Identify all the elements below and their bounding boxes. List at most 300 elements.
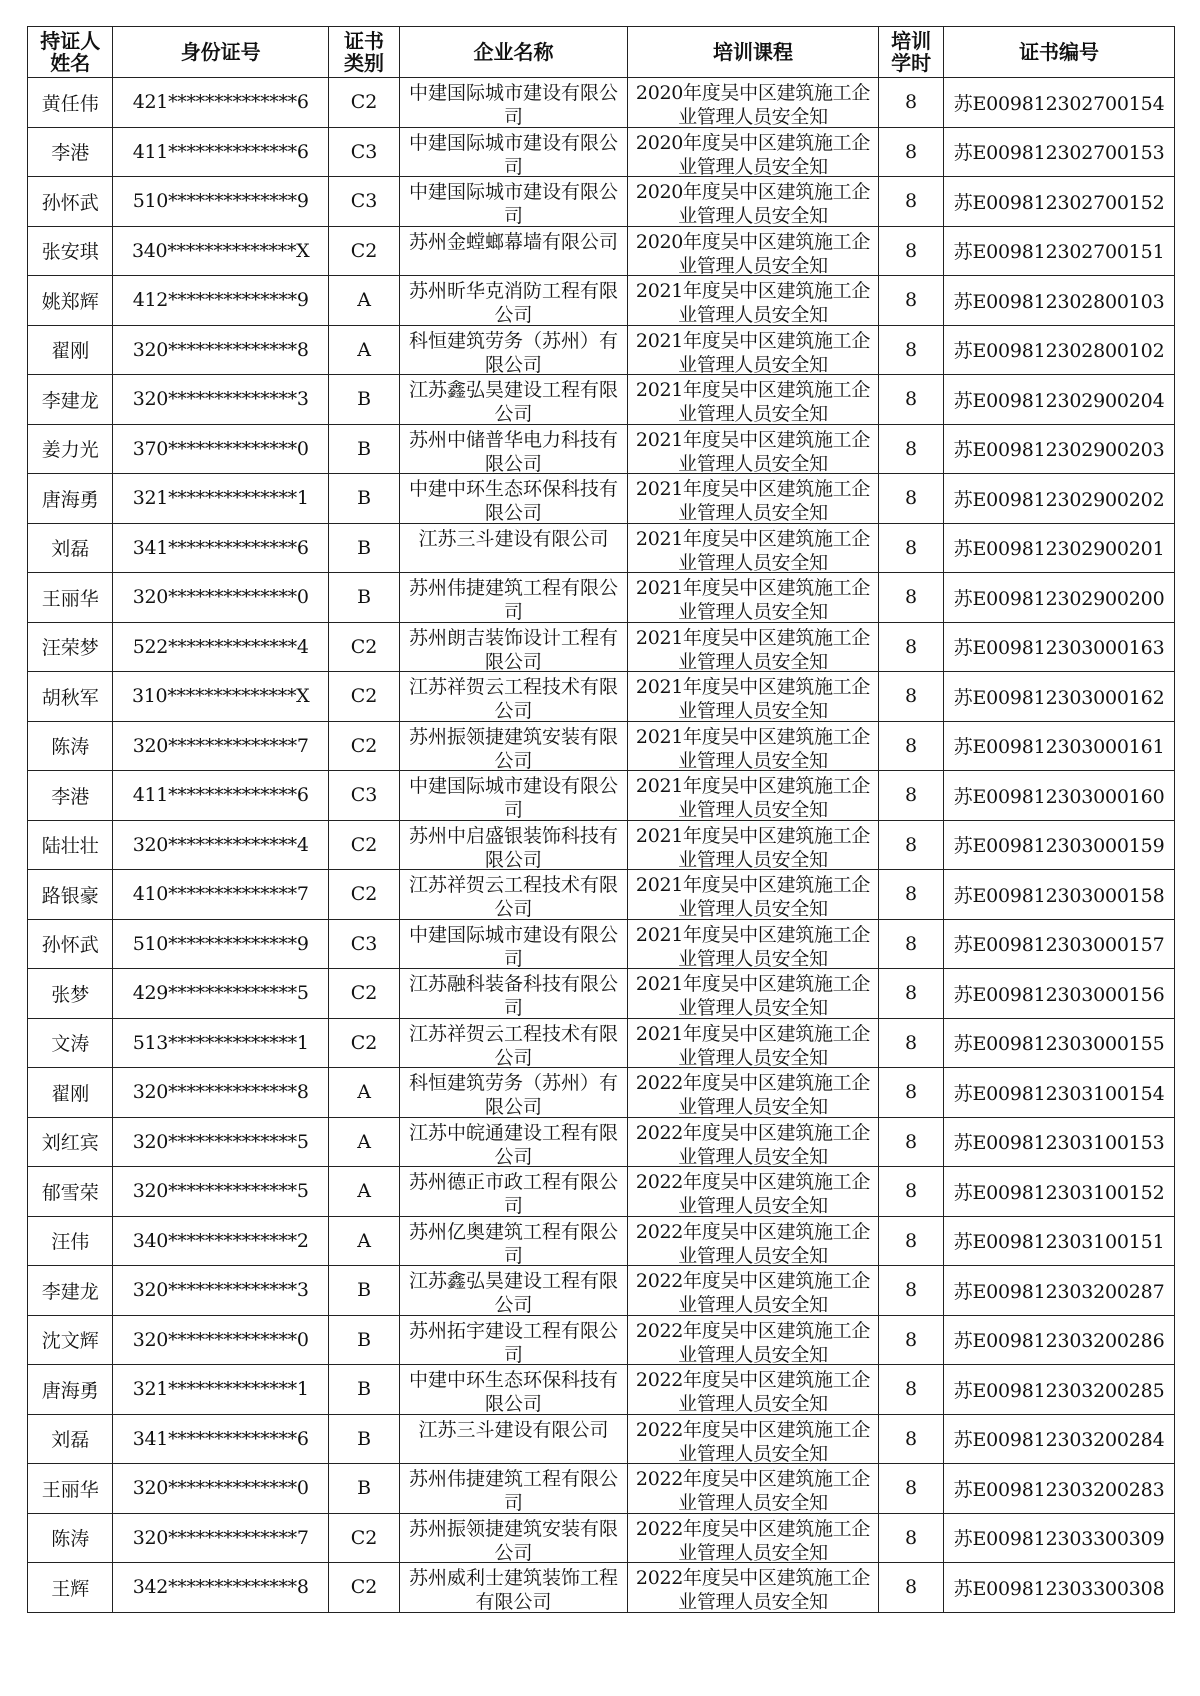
id-number-cell: 320**************3 <box>113 1266 329 1316</box>
holder-name-cell: 姜力光 <box>28 424 113 474</box>
cert-number-cell: 苏E009812302700154 <box>944 78 1175 128</box>
company-name-text: 苏州拓宇建设工程有限公司 <box>409 1319 619 1365</box>
training-hours-cell: 8 <box>879 820 944 870</box>
training-course-cell <box>627 969 878 1019</box>
company-name-text: 江苏祥贺云工程技术有限公司 <box>409 676 619 721</box>
cert-number-cell: 苏E009812302900203 <box>944 424 1175 474</box>
training-hours-cell: 8 <box>879 325 944 375</box>
cert-category-cell: B <box>328 1266 399 1316</box>
cert-category-cell: C2 <box>328 721 399 771</box>
cert-category-cell: B <box>328 573 399 623</box>
training-course-cell <box>627 1167 878 1217</box>
cert-number-cell: 苏E009812303000159 <box>944 820 1175 870</box>
holder-name-cell: 汪伟 <box>28 1216 113 1266</box>
training-course-cell <box>627 1117 878 1167</box>
training-course-text: 2022年度吴中区建筑施工企业管理人员安全知 <box>635 1517 871 1563</box>
header-holder-name: 持证人 姓名 <box>28 27 113 78</box>
training-course-cell <box>627 226 878 276</box>
training-hours-cell: 8 <box>879 1563 944 1613</box>
company-name-text: 中建国际城市建设有限公司 <box>409 82 619 127</box>
company-name-cell <box>400 1563 628 1613</box>
cert-category-cell: B <box>328 424 399 474</box>
table-row <box>28 1563 1175 1613</box>
table-row <box>28 276 1175 326</box>
holder-name-cell: 孙怀武 <box>28 177 113 227</box>
id-number-cell: 522**************4 <box>113 622 329 672</box>
table-row <box>28 1216 1175 1266</box>
table-row <box>28 226 1175 276</box>
training-course-cell <box>627 1464 878 1514</box>
cert-number-cell: 苏E009812302700153 <box>944 127 1175 177</box>
cert-number-cell: 苏E009812302700152 <box>944 177 1175 227</box>
cert-category-cell: A <box>328 1117 399 1167</box>
training-hours-cell: 8 <box>879 1216 944 1266</box>
id-number-cell: 513**************1 <box>113 1018 329 1068</box>
training-course-cell <box>627 771 878 821</box>
cert-number-cell: 苏E009812302800103 <box>944 276 1175 326</box>
company-name-cell <box>400 820 628 870</box>
id-number-cell: 411**************6 <box>113 771 329 821</box>
training-course-text: 2021年度吴中区建筑施工企业管理人员安全知 <box>635 973 871 1018</box>
company-name-cell <box>400 672 628 722</box>
holder-name-cell: 刘磊 <box>28 1414 113 1464</box>
cert-number-cell: 苏E009812303200286 <box>944 1315 1175 1365</box>
training-hours-cell: 8 <box>879 1464 944 1514</box>
training-hours-cell: 8 <box>879 771 944 821</box>
training-course-text: 2021年度吴中区建筑施工企业管理人员安全知 <box>635 329 871 375</box>
training-course-cell <box>627 622 878 672</box>
table-row <box>28 1513 1175 1563</box>
cert-number-cell: 苏E009812303100152 <box>944 1167 1175 1217</box>
company-name-cell <box>400 1117 628 1167</box>
holder-name-cell: 刘磊 <box>28 523 113 573</box>
cert-category-cell: C2 <box>328 820 399 870</box>
company-name-text: 中建国际城市建设有限公司 <box>409 181 619 226</box>
company-name-cell <box>400 969 628 1019</box>
id-number-cell: 340**************X <box>113 226 329 276</box>
company-name-cell <box>400 1216 628 1266</box>
training-course-cell <box>627 672 878 722</box>
holder-name-cell: 李建龙 <box>28 1266 113 1316</box>
training-course-text: 2022年度吴中区建筑施工企业管理人员安全知 <box>635 1319 871 1365</box>
id-number-cell: 341**************6 <box>113 1414 329 1464</box>
table-row <box>28 870 1175 920</box>
company-name-text: 中建中环生态环保科技有限公司 <box>409 478 619 523</box>
company-name-text: 江苏祥贺云工程技术有限公司 <box>409 1022 619 1068</box>
company-name-cell <box>400 424 628 474</box>
company-name-text: 苏州中储普华电力科技有限公司 <box>409 428 619 474</box>
cert-category-cell: A <box>328 1167 399 1217</box>
training-course-cell <box>627 820 878 870</box>
training-course-text: 2022年度吴中区建筑施工企业管理人员安全知 <box>635 1369 871 1414</box>
table-row <box>28 1414 1175 1464</box>
id-number-cell: 320**************4 <box>113 820 329 870</box>
id-number-cell: 320**************7 <box>113 721 329 771</box>
table-row <box>28 78 1175 128</box>
training-course-text: 2021年度吴中区建筑施工企业管理人员安全知 <box>635 280 871 325</box>
training-course-cell <box>627 1018 878 1068</box>
cert-number-cell: 苏E009812303200287 <box>944 1266 1175 1316</box>
training-course-cell <box>627 870 878 920</box>
training-course-text: 2021年度吴中区建筑施工企业管理人员安全知 <box>635 527 871 573</box>
training-hours-cell: 8 <box>879 177 944 227</box>
training-hours-cell: 8 <box>879 721 944 771</box>
cert-number-cell: 苏E009812302900200 <box>944 573 1175 623</box>
company-name-text: 苏州昕华克消防工程有限公司 <box>409 280 619 325</box>
training-course-text: 2022年度吴中区建筑施工企业管理人员安全知 <box>635 1418 871 1464</box>
cert-category-cell: C2 <box>328 672 399 722</box>
cert-category-cell: A <box>328 1216 399 1266</box>
holder-name-cell: 李港 <box>28 127 113 177</box>
training-course-text: 2021年度吴中区建筑施工企业管理人员安全知 <box>635 824 871 870</box>
cert-category-cell: C3 <box>328 177 399 227</box>
holder-name-cell: 陈涛 <box>28 721 113 771</box>
training-hours-cell: 8 <box>879 622 944 672</box>
table-body <box>28 78 1175 1613</box>
company-name-cell <box>400 1167 628 1217</box>
company-name-cell <box>400 127 628 177</box>
holder-name-cell: 姚郑辉 <box>28 276 113 326</box>
cert-category-cell: C2 <box>328 870 399 920</box>
training-course-cell <box>627 1068 878 1118</box>
header-id-number: 身份证号 <box>113 27 329 78</box>
cert-category-cell: C2 <box>328 1513 399 1563</box>
id-number-cell: 510**************9 <box>113 177 329 227</box>
holder-name-cell: 王丽华 <box>28 1464 113 1514</box>
training-hours-cell: 8 <box>879 474 944 524</box>
id-number-cell: 310**************X <box>113 672 329 722</box>
training-hours-cell: 8 <box>879 1266 944 1316</box>
company-name-text: 中建国际城市建设有限公司 <box>409 131 619 177</box>
training-course-cell <box>627 1414 878 1464</box>
cert-category-cell: B <box>328 523 399 573</box>
company-name-text: 江苏鑫弘昊建设工程有限公司 <box>409 1270 619 1315</box>
cert-number-cell: 苏E009812303000156 <box>944 969 1175 1019</box>
cert-number-cell: 苏E009812303200283 <box>944 1464 1175 1514</box>
cert-category-cell: C2 <box>328 1018 399 1068</box>
company-name-text: 苏州伟捷建筑工程有限公司 <box>409 1468 619 1513</box>
holder-name-cell: 沈文辉 <box>28 1315 113 1365</box>
training-course-cell <box>627 127 878 177</box>
table-header <box>28 27 1175 78</box>
training-hours-cell: 8 <box>879 1414 944 1464</box>
training-hours-cell: 8 <box>879 1365 944 1415</box>
training-hours-cell: 8 <box>879 919 944 969</box>
training-course-text: 2022年度吴中区建筑施工企业管理人员安全知 <box>635 1171 871 1216</box>
cert-category-cell: C3 <box>328 919 399 969</box>
company-name-text: 中建中环生态环保科技有限公司 <box>409 1369 619 1414</box>
id-number-cell: 341**************6 <box>113 523 329 573</box>
certificate-table <box>27 26 1175 1613</box>
training-course-text: 2022年度吴中区建筑施工企业管理人员安全知 <box>635 1072 871 1117</box>
cert-number-cell: 苏E009812303300308 <box>944 1563 1175 1613</box>
cert-number-cell: 苏E009812303000161 <box>944 721 1175 771</box>
training-course-cell <box>627 424 878 474</box>
holder-name-cell: 唐海勇 <box>28 1365 113 1415</box>
company-name-text: 苏州亿奥建筑工程有限公司 <box>409 1220 619 1266</box>
cert-number-cell: 苏E009812303000158 <box>944 870 1175 920</box>
holder-name-cell: 张梦 <box>28 969 113 1019</box>
id-number-cell: 320**************3 <box>113 375 329 425</box>
company-name-cell <box>400 325 628 375</box>
company-name-cell <box>400 1414 628 1464</box>
holder-name-cell: 唐海勇 <box>28 474 113 524</box>
table-row <box>28 622 1175 672</box>
training-course-cell <box>627 1315 878 1365</box>
id-number-cell: 510**************9 <box>113 919 329 969</box>
company-name-text: 江苏中皖通建设工程有限公司 <box>409 1121 619 1167</box>
training-course-text: 2021年度吴中区建筑施工企业管理人员安全知 <box>635 725 871 771</box>
table-row <box>28 375 1175 425</box>
company-name-cell <box>400 1266 628 1316</box>
cert-number-cell: 苏E009812303000155 <box>944 1018 1175 1068</box>
cert-number-cell: 苏E009812302800102 <box>944 325 1175 375</box>
id-number-cell: 342**************8 <box>113 1563 329 1613</box>
company-name-text: 苏州振领捷建筑安装有限公司 <box>409 725 619 771</box>
company-name-text: 苏州中启盛银装饰科技有限公司 <box>409 824 619 870</box>
training-course-cell <box>627 1563 878 1613</box>
training-hours-cell: 8 <box>879 870 944 920</box>
cert-number-cell: 苏E009812302700151 <box>944 226 1175 276</box>
cert-category-cell: C2 <box>328 1563 399 1613</box>
cert-category-cell: C3 <box>328 771 399 821</box>
training-hours-cell: 8 <box>879 1315 944 1365</box>
cert-category-cell: A <box>328 1068 399 1118</box>
company-name-text: 江苏祥贺云工程技术有限公司 <box>409 874 619 919</box>
id-number-cell: 320**************5 <box>113 1167 329 1217</box>
training-hours-cell: 8 <box>879 523 944 573</box>
cert-number-cell: 苏E009812303200284 <box>944 1414 1175 1464</box>
training-hours-cell: 8 <box>879 969 944 1019</box>
training-course-text: 2020年度吴中区建筑施工企业管理人员安全知 <box>635 131 871 177</box>
table-row <box>28 771 1175 821</box>
cert-number-cell: 苏E009812303000157 <box>944 919 1175 969</box>
training-hours-cell: 8 <box>879 1018 944 1068</box>
company-name-cell <box>400 622 628 672</box>
training-hours-cell: 8 <box>879 78 944 128</box>
cert-category-cell: B <box>328 1365 399 1415</box>
training-hours-cell: 8 <box>879 226 944 276</box>
company-name-cell <box>400 1513 628 1563</box>
id-number-cell: 321**************1 <box>113 1365 329 1415</box>
header-training-hours: 培训 学时 <box>879 27 944 78</box>
table-row <box>28 1266 1175 1316</box>
holder-name-cell: 王丽华 <box>28 573 113 623</box>
company-name-text: 苏州伟捷建筑工程有限公司 <box>409 577 619 622</box>
table-row <box>28 127 1175 177</box>
cert-category-cell: C2 <box>328 226 399 276</box>
company-name-text: 科恒建筑劳务（苏州）有限公司 <box>409 1072 619 1117</box>
table-row <box>28 721 1175 771</box>
holder-name-cell: 黄任伟 <box>28 78 113 128</box>
training-hours-cell: 8 <box>879 1117 944 1167</box>
training-course-cell <box>627 1365 878 1415</box>
company-name-cell <box>400 1464 628 1514</box>
training-course-cell <box>627 474 878 524</box>
id-number-cell: 320**************0 <box>113 1464 329 1514</box>
cert-number-cell: 苏E009812303100154 <box>944 1068 1175 1118</box>
table-row <box>28 1365 1175 1415</box>
company-name-cell <box>400 523 628 573</box>
table-row <box>28 919 1175 969</box>
company-name-cell <box>400 474 628 524</box>
holder-name-cell: 王辉 <box>28 1563 113 1613</box>
company-name-text: 江苏三斗建设有限公司 <box>418 1418 609 1441</box>
cert-number-cell: 苏E009812303100151 <box>944 1216 1175 1266</box>
training-course-text: 2021年度吴中区建筑施工企业管理人员安全知 <box>635 379 871 424</box>
company-name-text: 江苏三斗建设有限公司 <box>418 527 609 550</box>
table-row <box>28 672 1175 722</box>
training-course-text: 2021年度吴中区建筑施工企业管理人员安全知 <box>635 775 871 820</box>
training-hours-cell: 8 <box>879 1513 944 1563</box>
training-hours-cell: 8 <box>879 276 944 326</box>
company-name-cell <box>400 870 628 920</box>
company-name-text: 中建国际城市建设有限公司 <box>409 775 619 820</box>
id-number-cell: 321**************1 <box>113 474 329 524</box>
training-course-cell <box>627 523 878 573</box>
holder-name-cell: 文涛 <box>28 1018 113 1068</box>
company-name-text: 科恒建筑劳务（苏州）有限公司 <box>409 329 619 375</box>
holder-name-cell: 郁雪荣 <box>28 1167 113 1217</box>
training-course-cell <box>627 1216 878 1266</box>
cert-category-cell: C2 <box>328 622 399 672</box>
company-name-cell <box>400 573 628 623</box>
header-company-name: 企业名称 <box>400 27 628 78</box>
cert-category-cell: B <box>328 1464 399 1514</box>
company-name-cell <box>400 919 628 969</box>
cert-category-cell: A <box>328 276 399 326</box>
training-course-text: 2022年度吴中区建筑施工企业管理人员安全知 <box>635 1270 871 1315</box>
company-name-text: 苏州朗吉装饰设计工程有限公司 <box>409 626 619 672</box>
table-row <box>28 1018 1175 1068</box>
training-course-cell <box>627 325 878 375</box>
training-course-text: 2020年度吴中区建筑施工企业管理人员安全知 <box>635 230 871 276</box>
training-hours-cell: 8 <box>879 424 944 474</box>
table-row <box>28 573 1175 623</box>
training-course-text: 2021年度吴中区建筑施工企业管理人员安全知 <box>635 676 871 721</box>
training-course-cell <box>627 78 878 128</box>
table-row <box>28 1117 1175 1167</box>
cert-category-cell: C3 <box>328 127 399 177</box>
cert-category-cell: C2 <box>328 969 399 1019</box>
id-number-cell: 370**************0 <box>113 424 329 474</box>
training-course-cell <box>627 573 878 623</box>
header-row <box>28 27 1175 78</box>
table-row <box>28 325 1175 375</box>
holder-name-cell: 胡秋军 <box>28 672 113 722</box>
id-number-cell: 410**************7 <box>113 870 329 920</box>
holder-name-cell: 陆壮壮 <box>28 820 113 870</box>
company-name-text: 江苏鑫弘昊建设工程有限公司 <box>409 379 619 424</box>
cert-number-cell: 苏E009812303100153 <box>944 1117 1175 1167</box>
table-row <box>28 474 1175 524</box>
id-number-cell: 412**************9 <box>113 276 329 326</box>
cert-number-cell: 苏E009812303000163 <box>944 622 1175 672</box>
training-hours-cell: 8 <box>879 573 944 623</box>
cert-number-cell: 苏E009812302900204 <box>944 375 1175 425</box>
company-name-text: 江苏融科装备科技有限公司 <box>409 973 619 1018</box>
holder-name-cell: 刘红宾 <box>28 1117 113 1167</box>
company-name-cell <box>400 1018 628 1068</box>
table-row <box>28 1315 1175 1365</box>
training-course-text: 2020年度吴中区建筑施工企业管理人员安全知 <box>635 181 871 226</box>
holder-name-cell: 翟刚 <box>28 1068 113 1118</box>
cert-category-cell: B <box>328 474 399 524</box>
company-name-cell <box>400 1365 628 1415</box>
training-course-cell <box>627 1513 878 1563</box>
id-number-cell: 320**************8 <box>113 1068 329 1118</box>
company-name-cell <box>400 1315 628 1365</box>
header-training-course: 培训课程 <box>627 27 878 78</box>
company-name-cell <box>400 1068 628 1118</box>
training-course-text: 2021年度吴中区建筑施工企业管理人员安全知 <box>635 923 871 969</box>
table-row <box>28 820 1175 870</box>
company-name-cell <box>400 226 628 276</box>
training-course-text: 2021年度吴中区建筑施工企业管理人员安全知 <box>635 577 871 622</box>
company-name-cell <box>400 771 628 821</box>
training-hours-cell: 8 <box>879 127 944 177</box>
training-course-cell <box>627 721 878 771</box>
cert-category-cell: C2 <box>328 78 399 128</box>
table-row <box>28 523 1175 573</box>
id-number-cell: 340**************2 <box>113 1216 329 1266</box>
training-course-text: 2021年度吴中区建筑施工企业管理人员安全知 <box>635 1022 871 1068</box>
training-course-text: 2022年度吴中区建筑施工企业管理人员安全知 <box>635 1468 871 1513</box>
header-cert-category: 证书 类别 <box>328 27 399 78</box>
id-number-cell: 320**************0 <box>113 573 329 623</box>
holder-name-cell: 张安琪 <box>28 226 113 276</box>
document-page <box>27 26 1175 1613</box>
training-hours-cell: 8 <box>879 1167 944 1217</box>
holder-name-cell: 路银豪 <box>28 870 113 920</box>
table-row <box>28 424 1175 474</box>
training-course-text: 2021年度吴中区建筑施工企业管理人员安全知 <box>635 626 871 672</box>
holder-name-cell: 翟刚 <box>28 325 113 375</box>
cert-number-cell: 苏E009812303200285 <box>944 1365 1175 1415</box>
training-course-text: 2022年度吴中区建筑施工企业管理人员安全知 <box>635 1567 871 1612</box>
training-hours-cell: 8 <box>879 375 944 425</box>
training-course-text: 2022年度吴中区建筑施工企业管理人员安全知 <box>635 1121 871 1167</box>
holder-name-cell: 孙怀武 <box>28 919 113 969</box>
training-course-cell <box>627 919 878 969</box>
id-number-cell: 320**************5 <box>113 1117 329 1167</box>
cert-category-cell: B <box>328 1414 399 1464</box>
training-course-text: 2021年度吴中区建筑施工企业管理人员安全知 <box>635 874 871 919</box>
table-row <box>28 1068 1175 1118</box>
cert-category-cell: B <box>328 375 399 425</box>
training-course-text: 2022年度吴中区建筑施工企业管理人员安全知 <box>635 1220 871 1266</box>
table-row <box>28 969 1175 1019</box>
table-row <box>28 1167 1175 1217</box>
training-course-cell <box>627 1266 878 1316</box>
cert-category-cell: B <box>328 1315 399 1365</box>
holder-name-cell: 李港 <box>28 771 113 821</box>
company-name-text: 中建国际城市建设有限公司 <box>409 923 619 969</box>
company-name-text: 苏州振领捷建筑安装有限公司 <box>409 1517 619 1563</box>
training-course-text: 2020年度吴中区建筑施工企业管理人员安全知 <box>635 82 871 127</box>
id-number-cell: 320**************8 <box>113 325 329 375</box>
cert-number-cell: 苏E009812302900202 <box>944 474 1175 524</box>
company-name-cell <box>400 78 628 128</box>
cert-number-cell: 苏E009812303300309 <box>944 1513 1175 1563</box>
training-course-cell <box>627 177 878 227</box>
training-course-cell <box>627 276 878 326</box>
holder-name-cell: 陈涛 <box>28 1513 113 1563</box>
training-hours-cell: 8 <box>879 672 944 722</box>
holder-name-cell: 李建龙 <box>28 375 113 425</box>
company-name-cell <box>400 375 628 425</box>
company-name-cell <box>400 276 628 326</box>
